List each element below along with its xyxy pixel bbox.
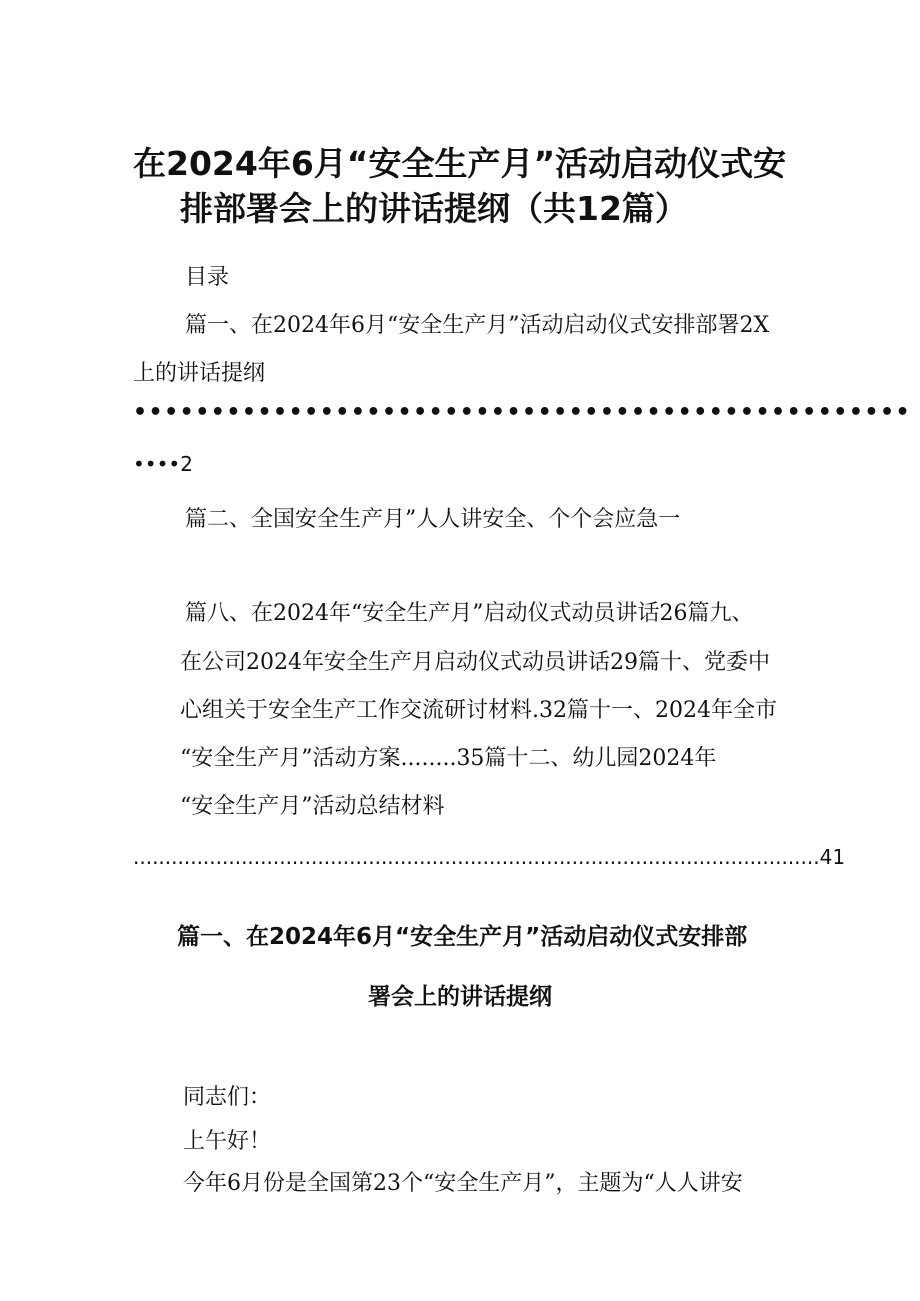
section-1-title-line-2: 署会上的讲话提纲 <box>368 984 552 1010</box>
paragraph-greeting: 同志们： <box>183 1085 272 1110</box>
toc-entry-12: “安全生产月”活动总结材料 <box>180 794 445 819</box>
toc-entry-1-line-2: 上的讲话提纲 <box>133 361 266 386</box>
toc-entry-11: “安全生产月”活动方案........35篇十二、幼儿园2024年 <box>180 746 717 771</box>
toc-entry-1-page-number: ••••2 <box>133 452 193 476</box>
toc-entry-10: 心组关于安全生产工作交流研讨材料.32篇十一、2024年全市 <box>180 698 777 723</box>
toc-entry-1-line-1: 篇一、在2024年6月“安全生产月”活动启动仪式安排部署2X <box>185 313 770 338</box>
document-title-line-2: 排部署会上的讲话提纲（共12篇） <box>180 189 688 228</box>
paragraph-body: 今年6月份是全国第23个“安全生产月”，主题为“人人讲安 <box>183 1171 743 1196</box>
document-title-line-1: 在2024年6月“安全生产月”活动启动仪式安 <box>133 144 787 183</box>
paragraph-good-morning: 上午好！ <box>183 1129 272 1154</box>
toc-entry-9: 在公司2024年安全生产月启动仪式动员讲话29篇十、党委中 <box>180 650 770 675</box>
toc-entry-8: 篇八、在2024年“安全生产月”启动仪式动员讲话26篇九、 <box>185 601 754 626</box>
section-1-title-line-1: 篇一、在2024年6月“安全生产月”活动启动仪式安排部 <box>177 924 748 950</box>
toc-entry-1-leader-dots: •••••••••••••••••••••••••••••••••••••••••••••••••• <box>133 400 912 425</box>
toc-entry-2: 篇二、全国安全生产月”人人讲安全、个个会应急一 <box>185 507 681 532</box>
toc-heading: 目录 <box>185 265 230 290</box>
toc-entry-12-leader-dots: ............................................................................................................41 <box>133 845 846 869</box>
